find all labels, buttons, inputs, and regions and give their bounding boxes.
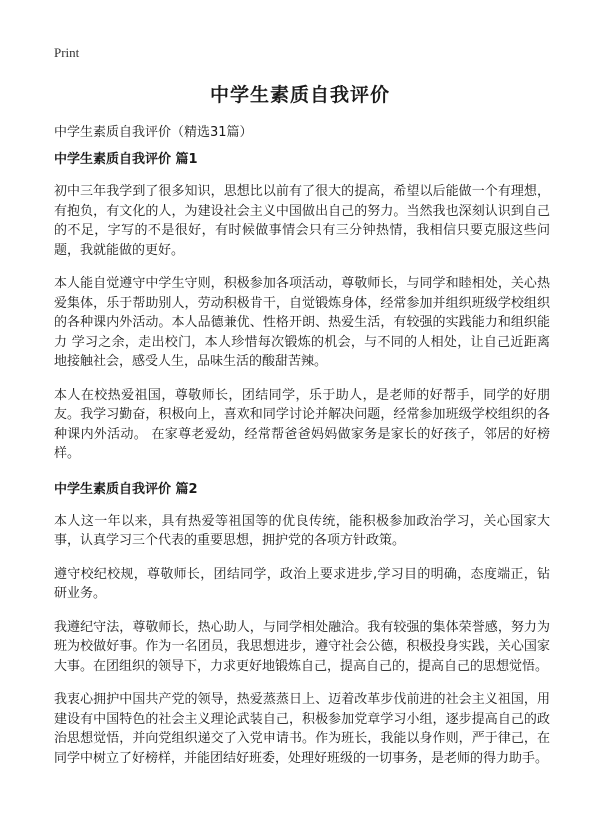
document-subtitle: 中学生素质自我评价（精选31篇） — [54, 125, 253, 140]
paragraph: 初中三年我学到了很多知识，思想比以前有了很大的提高，希望以后能做一个有理想，有抱负，有文化的人，为建设社会主义中国做出自己的努力。当然我也深刻认识到自己的不足，字写的不是很好，有时候做事情会只有三分钟热情，我相信只要克服这些问题，我就能做的更好。 — [54, 184, 550, 258]
print-link[interactable]: Print — [54, 45, 80, 60]
paragraph: 遵守校纪校规，尊敬师长，团结同学，政治上要求进步,学习目的明确，态度端正，钻研业务。 — [54, 566, 550, 601]
section-heading-2: 中学生素质自我评价 篇2 — [54, 481, 198, 497]
document-body — [54, 150, 550, 782]
section-heading-1: 中学生素质自我评价 篇1 — [54, 152, 198, 167]
paragraph: 我遵纪守法，尊敬师长，热心助人，与同学相处融洽。我有较强的集体荣誉感，努力为班为校做好事。作为一名团员，我思想进步，遵守社会公德，积极投身实践，关心国家大事。在团组织的领导下，力求更好地锻炼自己，提高自己的，提高自己的思想觉悟。 — [54, 619, 550, 674]
page-title: 中学生素质自我评价 — [209, 84, 390, 106]
paragraph: 本人能自觉遵守中学生守则，积极参加各项活动，尊敬师长，与同学和睦相处，关心热爱集体，乐于帮助别人，劳动积极肯干，自觉锻炼身体，经常参加并组织班级学校组织的各种课内外活动。本人品德兼优、性格开朗、热爱生活，有较强的实践能力和组织能力 学习之余，走出校门，本人珍惜每次锻炼的机会，与不同的人相处，让自己近距离地接触社会，感受人生，品味生活的酸甜苦辣。 — [54, 276, 550, 369]
paragraph: 本人在校热爱祖国，尊敬师长，团结同学，乐于助人，是老师的好帮手，同学的好朋友。我学习勤奋，积极向上，喜欢和同学讨论并解决问题，经常参加班级学校组织的各种课内外活动。 在家尊老爱幼，经常帮爸爸妈妈做家务是家长的好孩子，邻居的好榜样。 — [54, 387, 550, 461]
paragraph: 我衷心拥护中国共产党的领导，热爱蒸蒸日上、迈着改革步伐前进的社会主义祖国，用建设有中国特色的社会主义理论武装自己，积极参加党章学习小组，逐步提高自己的政治思想觉悟，并向党组织递交了入党申请书。作为班长，我能以身作则，严于律己，在同学中树立了好榜样，并能团结好班委，处理好班级的一切事务，是老师的得力助手。 — [54, 692, 550, 766]
paragraph: 本人这一年以来，具有热爱等祖国等的优良传统，能积极参加政治学习，关心国家大事，认真学习三个代表的重要思想，拥护党的各项方针政策。 — [54, 513, 550, 548]
